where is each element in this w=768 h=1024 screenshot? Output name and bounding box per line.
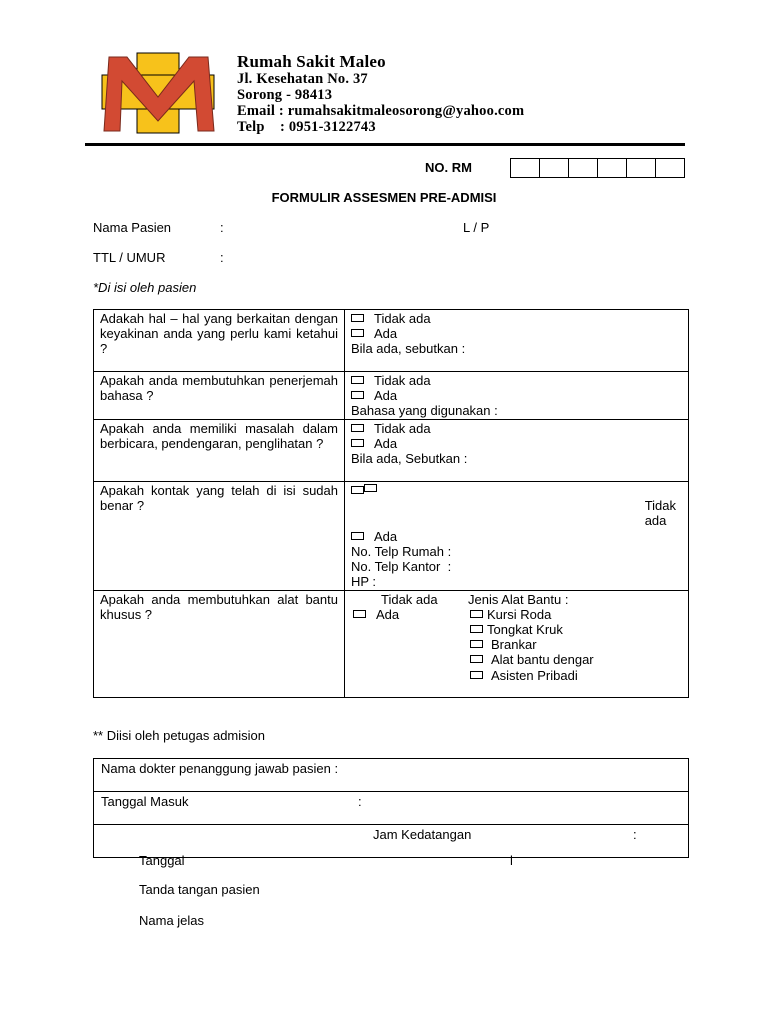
header-divider bbox=[85, 143, 685, 146]
followup-label: Bila ada, Sebutkan : bbox=[351, 451, 468, 467]
option-tidak-ada-line1: Tidak bbox=[644, 497, 676, 513]
checkbox-tidak-ada[interactable] bbox=[351, 486, 364, 494]
section1-note: *Di isi oleh pasien bbox=[93, 280, 197, 295]
hospital-address: Jl. Kesehatan No. 37 bbox=[237, 71, 368, 87]
hp-label: HP : bbox=[351, 574, 377, 590]
doctor-label: Nama dokter penanggung jawab pasien : bbox=[101, 761, 339, 776]
question-row bbox=[94, 372, 689, 420]
checkbox-ada[interactable] bbox=[353, 610, 366, 618]
aid-kursi-roda: Kursi Roda bbox=[487, 606, 552, 622]
checkbox-alat-bantu-dengar[interactable] bbox=[470, 655, 483, 663]
option-ada: Ada bbox=[374, 528, 398, 544]
checkbox-ada[interactable] bbox=[351, 439, 364, 447]
checkbox-duplicate[interactable] bbox=[364, 484, 377, 492]
hospital-phone: Telp : 0951-3122743 bbox=[237, 119, 376, 135]
record-number-box-6[interactable] bbox=[655, 158, 685, 178]
record-number-box-2[interactable] bbox=[539, 158, 569, 178]
hospital-city: Sorong - 98413 bbox=[237, 87, 333, 103]
checkbox-tidak-ada[interactable] bbox=[351, 376, 364, 384]
record-number-box-3[interactable] bbox=[568, 158, 598, 178]
record-number-box-4[interactable] bbox=[597, 158, 627, 178]
hospital-email: Email : rumahsakitmaleosorong@yahoo.com bbox=[237, 103, 525, 119]
patient-name-colon: : bbox=[220, 220, 224, 235]
option-ada: Ada bbox=[374, 388, 398, 404]
checkbox-kursi-roda[interactable] bbox=[470, 610, 483, 618]
answer-cell bbox=[345, 590, 689, 697]
form-title: FORMULIR ASSESMEN PRE-ADMISI bbox=[271, 190, 497, 205]
record-number-box-5[interactable] bbox=[626, 158, 656, 178]
answer-cell bbox=[345, 372, 689, 420]
date-in-cell bbox=[94, 792, 689, 825]
date-in-label: Tanggal Masuk bbox=[101, 794, 189, 809]
doctor-cell bbox=[94, 759, 689, 792]
question-row bbox=[94, 481, 689, 590]
full-name-label: Nama jelas bbox=[139, 913, 205, 928]
aid-alat-bantu-dengar: Alat bantu dengar bbox=[491, 652, 594, 668]
section2-note: ** Diisi oleh petugas admision bbox=[93, 728, 265, 743]
checkbox-asisten-pribadi[interactable] bbox=[470, 671, 483, 679]
aid-tongkat-kruk: Tongkat Kruk bbox=[487, 622, 563, 638]
followup-label: Bila ada, sebutkan : bbox=[351, 341, 466, 357]
option-tidak-ada: Tidak ada bbox=[381, 591, 438, 607]
date-in-colon: : bbox=[358, 794, 362, 809]
question-text: Adakah hal – hal yang berkaitan dengan keyakinan anda yang perlu kami ketahui ? bbox=[94, 310, 345, 372]
checkbox-ada[interactable] bbox=[351, 532, 364, 540]
option-tidak-ada: Tidak ada bbox=[374, 373, 431, 388]
hospital-logo bbox=[100, 51, 216, 135]
phone-office-label: No. Telp Kantor : bbox=[351, 559, 452, 575]
option-tidak-ada: Tidak ada bbox=[374, 311, 431, 326]
signature-label: Tanda tangan pasien bbox=[139, 882, 260, 897]
answer-cell bbox=[345, 481, 689, 590]
ttl-label: TTL / UMUR bbox=[93, 250, 166, 265]
patient-questions-table bbox=[93, 309, 689, 698]
answer-cell bbox=[345, 310, 689, 372]
admission-row bbox=[94, 759, 689, 792]
arrival-label: Jam Kedatangan bbox=[373, 827, 472, 842]
option-tidak-ada: Tidak ada bbox=[374, 420, 431, 436]
checkbox-tidak-ada[interactable] bbox=[351, 424, 364, 432]
question-text: Apakah anda memiliki masalah dalam berbicara, pendengaran, penglihatan ? bbox=[94, 419, 345, 481]
patient-name-label: Nama Pasien bbox=[93, 220, 172, 235]
ttl-colon: : bbox=[220, 250, 224, 265]
option-ada: Ada bbox=[374, 435, 398, 451]
record-number-label: NO. RM bbox=[425, 160, 472, 175]
option-ada: Ada bbox=[374, 326, 398, 342]
option-tidak-ada-line2: ada bbox=[644, 513, 667, 529]
arrival-colon: : bbox=[633, 827, 637, 842]
phone-home-label: No. Telp Rumah : bbox=[351, 543, 452, 559]
option-ada: Ada bbox=[376, 606, 400, 622]
question-row bbox=[94, 590, 689, 697]
date-label: Tanggal bbox=[139, 853, 185, 868]
question-row bbox=[94, 419, 689, 481]
question-row bbox=[94, 310, 689, 372]
question-text: Apakah anda membutuhkan penerjemah bahasa ? bbox=[94, 372, 345, 420]
checkbox-ada[interactable] bbox=[351, 391, 364, 399]
checkbox-tidak-ada[interactable] bbox=[351, 314, 364, 322]
date-mark: l bbox=[510, 853, 513, 868]
checkbox-ada[interactable] bbox=[351, 329, 364, 337]
gender-label: L / P bbox=[463, 220, 490, 235]
question-text: Apakah anda membutuhkan alat bantu khusus ? bbox=[94, 590, 345, 697]
record-number-box-1[interactable] bbox=[510, 158, 540, 178]
admission-row bbox=[94, 792, 689, 825]
admission-table bbox=[93, 758, 689, 858]
hospital-name: Rumah Sakit Maleo bbox=[237, 52, 386, 71]
answer-cell bbox=[345, 419, 689, 481]
aid-asisten-pribadi: Asisten Pribadi bbox=[491, 667, 578, 683]
aids-label: Jenis Alat Bantu : bbox=[468, 591, 569, 607]
aid-brankar: Brankar bbox=[491, 637, 537, 653]
followup-label: Bahasa yang digunakan : bbox=[351, 403, 498, 419]
question-text: Apakah kontak yang telah di isi sudah benar ? bbox=[94, 481, 345, 590]
checkbox-tongkat-kruk[interactable] bbox=[470, 625, 483, 633]
checkbox-brankar[interactable] bbox=[470, 640, 483, 648]
